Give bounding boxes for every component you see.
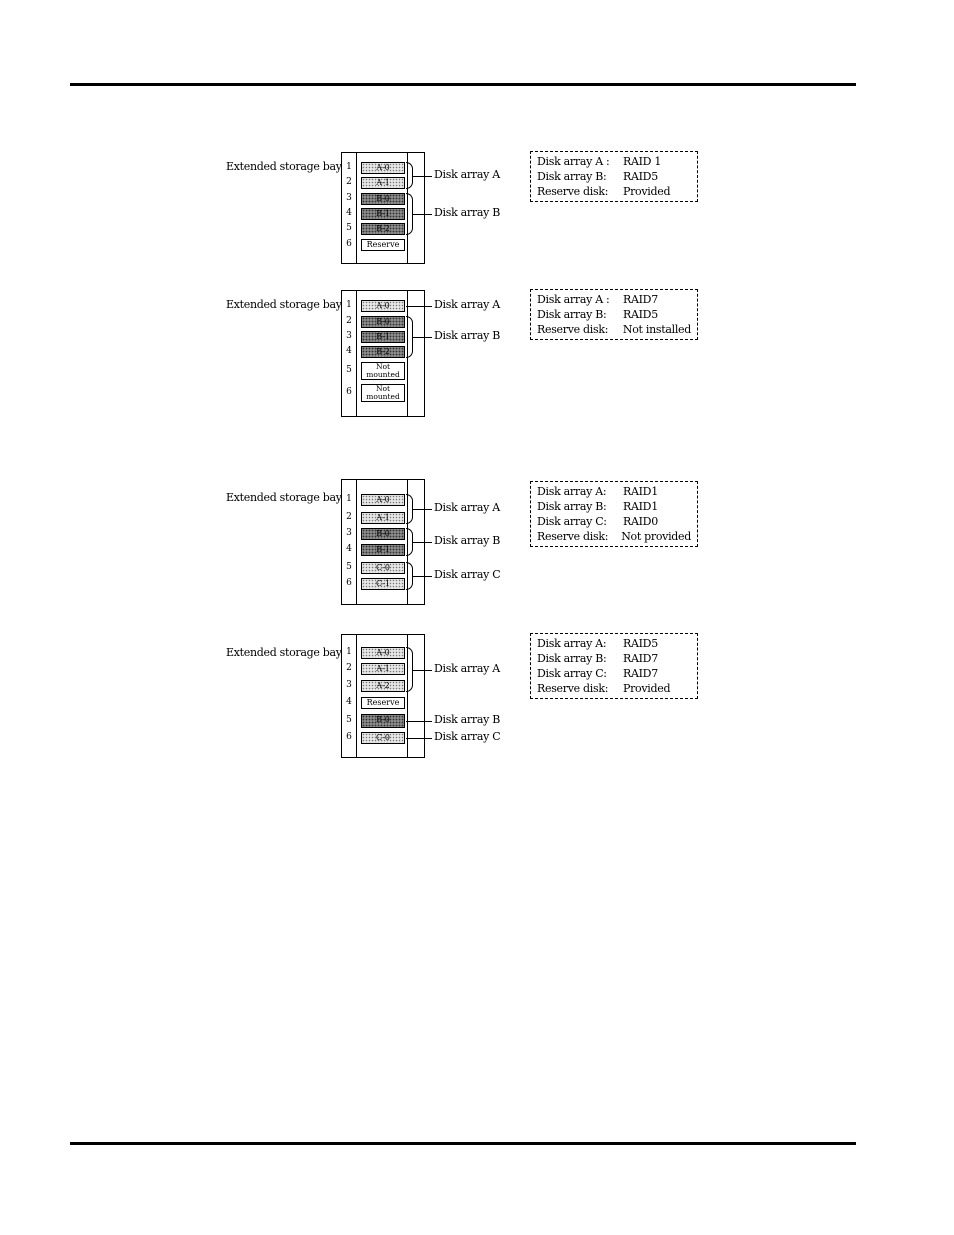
disk-slot: B-0 xyxy=(361,714,405,728)
info-key: Disk array B: xyxy=(537,170,607,183)
array-leader-line xyxy=(406,738,432,739)
array-bracket xyxy=(406,562,413,590)
disk-array-label: Disk array B xyxy=(434,713,500,726)
info-value: Provided xyxy=(623,185,671,198)
array-leader-line xyxy=(413,542,432,543)
slot-number: 5 xyxy=(346,562,352,572)
disk-slot: Reserve xyxy=(361,239,405,251)
disk-array-label: Disk array C xyxy=(434,730,501,743)
info-key: Reserve disk: xyxy=(537,185,609,198)
array-bracket xyxy=(406,647,413,692)
raid-info-box xyxy=(530,289,698,340)
disk-slot: C-0 xyxy=(361,732,405,744)
info-key: Reserve disk: xyxy=(537,682,609,695)
disk-slot: B-0 xyxy=(361,316,405,328)
disk-slot: A-0 xyxy=(361,300,405,312)
info-value: RAID0 xyxy=(623,515,658,528)
bay-rail-left xyxy=(356,480,357,604)
disk-slot: A-0 xyxy=(361,647,405,659)
slot-number: 2 xyxy=(346,177,352,187)
disk-array-label: Disk array C xyxy=(434,568,501,581)
slot-number: 2 xyxy=(346,512,352,522)
bottom-rule xyxy=(70,1142,856,1145)
array-leader-line xyxy=(413,337,432,338)
slot-number: 4 xyxy=(346,346,352,356)
info-value: Not installed xyxy=(622,323,691,336)
slot-number: 5 xyxy=(346,715,352,725)
slot-number: 1 xyxy=(346,647,352,657)
info-value: RAID5 xyxy=(623,308,658,321)
slot-number: 3 xyxy=(346,193,352,203)
disk-slot: B-1 xyxy=(361,331,405,343)
disk-slot: Not mounted xyxy=(361,362,405,380)
raid-info-box xyxy=(530,481,698,547)
info-value: RAID5 xyxy=(623,637,658,650)
info-row xyxy=(537,322,691,337)
disk-slot: B-2 xyxy=(361,223,405,235)
slot-number: 6 xyxy=(346,387,352,397)
slot-number: 1 xyxy=(346,300,352,310)
info-value: RAID7 xyxy=(623,293,658,306)
info-row xyxy=(537,636,691,651)
disk-slot: A-0 xyxy=(361,162,405,174)
disk-slot: A-0 xyxy=(361,494,405,506)
info-row xyxy=(537,499,691,514)
bay-label: Extended storage bay xyxy=(226,298,342,311)
disk-slot: Not mounted xyxy=(361,384,405,402)
slot-number: 5 xyxy=(346,223,352,233)
array-bracket xyxy=(406,316,413,358)
disk-slot: Reserve xyxy=(361,697,405,709)
info-key: Disk array C: xyxy=(537,667,607,680)
info-row xyxy=(537,307,691,322)
info-row xyxy=(537,681,691,696)
disk-slot: B-1 xyxy=(361,544,405,556)
disk-slot: C-1 xyxy=(361,578,405,590)
bay-label: Extended storage bay xyxy=(226,491,342,504)
info-value: RAID1 xyxy=(623,500,658,513)
disk-slot: A-1 xyxy=(361,663,405,675)
array-leader-line xyxy=(406,721,432,722)
info-key: Disk array B: xyxy=(537,652,607,665)
array-bracket xyxy=(406,528,413,556)
slot-number: 5 xyxy=(346,365,352,375)
disk-slot: B-0 xyxy=(361,528,405,540)
array-leader-line xyxy=(413,576,432,577)
disk-slot: B-2 xyxy=(361,346,405,358)
info-value: RAID7 xyxy=(623,652,658,665)
bay-rail-left xyxy=(356,153,357,263)
slot-number: 6 xyxy=(346,578,352,588)
info-key: Disk array C: xyxy=(537,515,607,528)
raid-info-box xyxy=(530,151,698,202)
array-bracket xyxy=(406,494,413,524)
disk-slot: A-1 xyxy=(361,177,405,189)
array-bracket xyxy=(406,193,413,235)
info-key: Reserve disk: xyxy=(537,530,609,543)
info-value: Not provided xyxy=(621,530,691,543)
bay-rail-left xyxy=(356,291,357,416)
info-row xyxy=(537,514,691,529)
array-leader-line xyxy=(413,176,432,177)
slot-number: 3 xyxy=(346,528,352,538)
info-key: Disk array A: xyxy=(537,637,607,650)
array-leader-line xyxy=(413,214,432,215)
disk-slot: B-1 xyxy=(361,208,405,220)
slot-number: 1 xyxy=(346,162,352,172)
slot-number: 6 xyxy=(346,239,352,249)
info-value: RAID7 xyxy=(623,667,658,680)
info-value: Provided xyxy=(623,682,671,695)
info-key: Disk array B: xyxy=(537,500,607,513)
top-rule xyxy=(70,83,856,86)
info-value: RAID5 xyxy=(623,170,658,183)
info-row xyxy=(537,529,691,544)
info-key: Disk array A : xyxy=(537,293,610,306)
bay-label: Extended storage bay xyxy=(226,646,342,659)
slot-number: 3 xyxy=(346,331,352,341)
slot-number: 4 xyxy=(346,697,352,707)
disk-array-label: Disk array B xyxy=(434,329,500,342)
disk-array-label: Disk array B xyxy=(434,206,500,219)
disk-array-label: Disk array B xyxy=(434,534,500,547)
info-value: RAID1 xyxy=(623,485,658,498)
array-leader-line xyxy=(413,670,432,671)
info-row xyxy=(537,651,691,666)
info-value: RAID 1 xyxy=(623,155,662,168)
slot-number: 2 xyxy=(346,663,352,673)
info-key: Disk array B: xyxy=(537,308,607,321)
info-row xyxy=(537,184,691,199)
disk-array-label: Disk array A xyxy=(434,661,500,675)
array-leader-line xyxy=(413,509,432,510)
disk-slot: A-2 xyxy=(361,680,405,692)
info-row xyxy=(537,292,691,307)
info-key: Disk array A : xyxy=(537,155,610,168)
raid-info-box xyxy=(530,633,698,699)
disk-array-label: Disk array A xyxy=(434,298,500,311)
slot-number: 4 xyxy=(346,544,352,554)
bay-rail-left xyxy=(356,635,357,757)
bay-label: Extended storage bay xyxy=(226,160,342,173)
array-bracket xyxy=(406,162,413,189)
disk-slot: C-0 xyxy=(361,562,405,574)
info-row xyxy=(537,154,691,169)
disk-slot: B-0 xyxy=(361,193,405,205)
disk-slot: A-1 xyxy=(361,512,405,524)
disk-array-label: Disk array A xyxy=(434,167,500,181)
info-row xyxy=(537,484,691,499)
info-row xyxy=(537,169,691,184)
slot-number: 4 xyxy=(346,208,352,218)
info-row xyxy=(537,666,691,681)
array-leader-line xyxy=(406,306,432,307)
info-key: Disk array A: xyxy=(537,485,607,498)
slot-number: 1 xyxy=(346,494,352,504)
slot-number: 2 xyxy=(346,316,352,326)
slot-number: 6 xyxy=(346,732,352,742)
info-key: Reserve disk: xyxy=(537,323,609,336)
slot-number: 3 xyxy=(346,680,352,690)
disk-array-label: Disk array A xyxy=(434,501,500,514)
